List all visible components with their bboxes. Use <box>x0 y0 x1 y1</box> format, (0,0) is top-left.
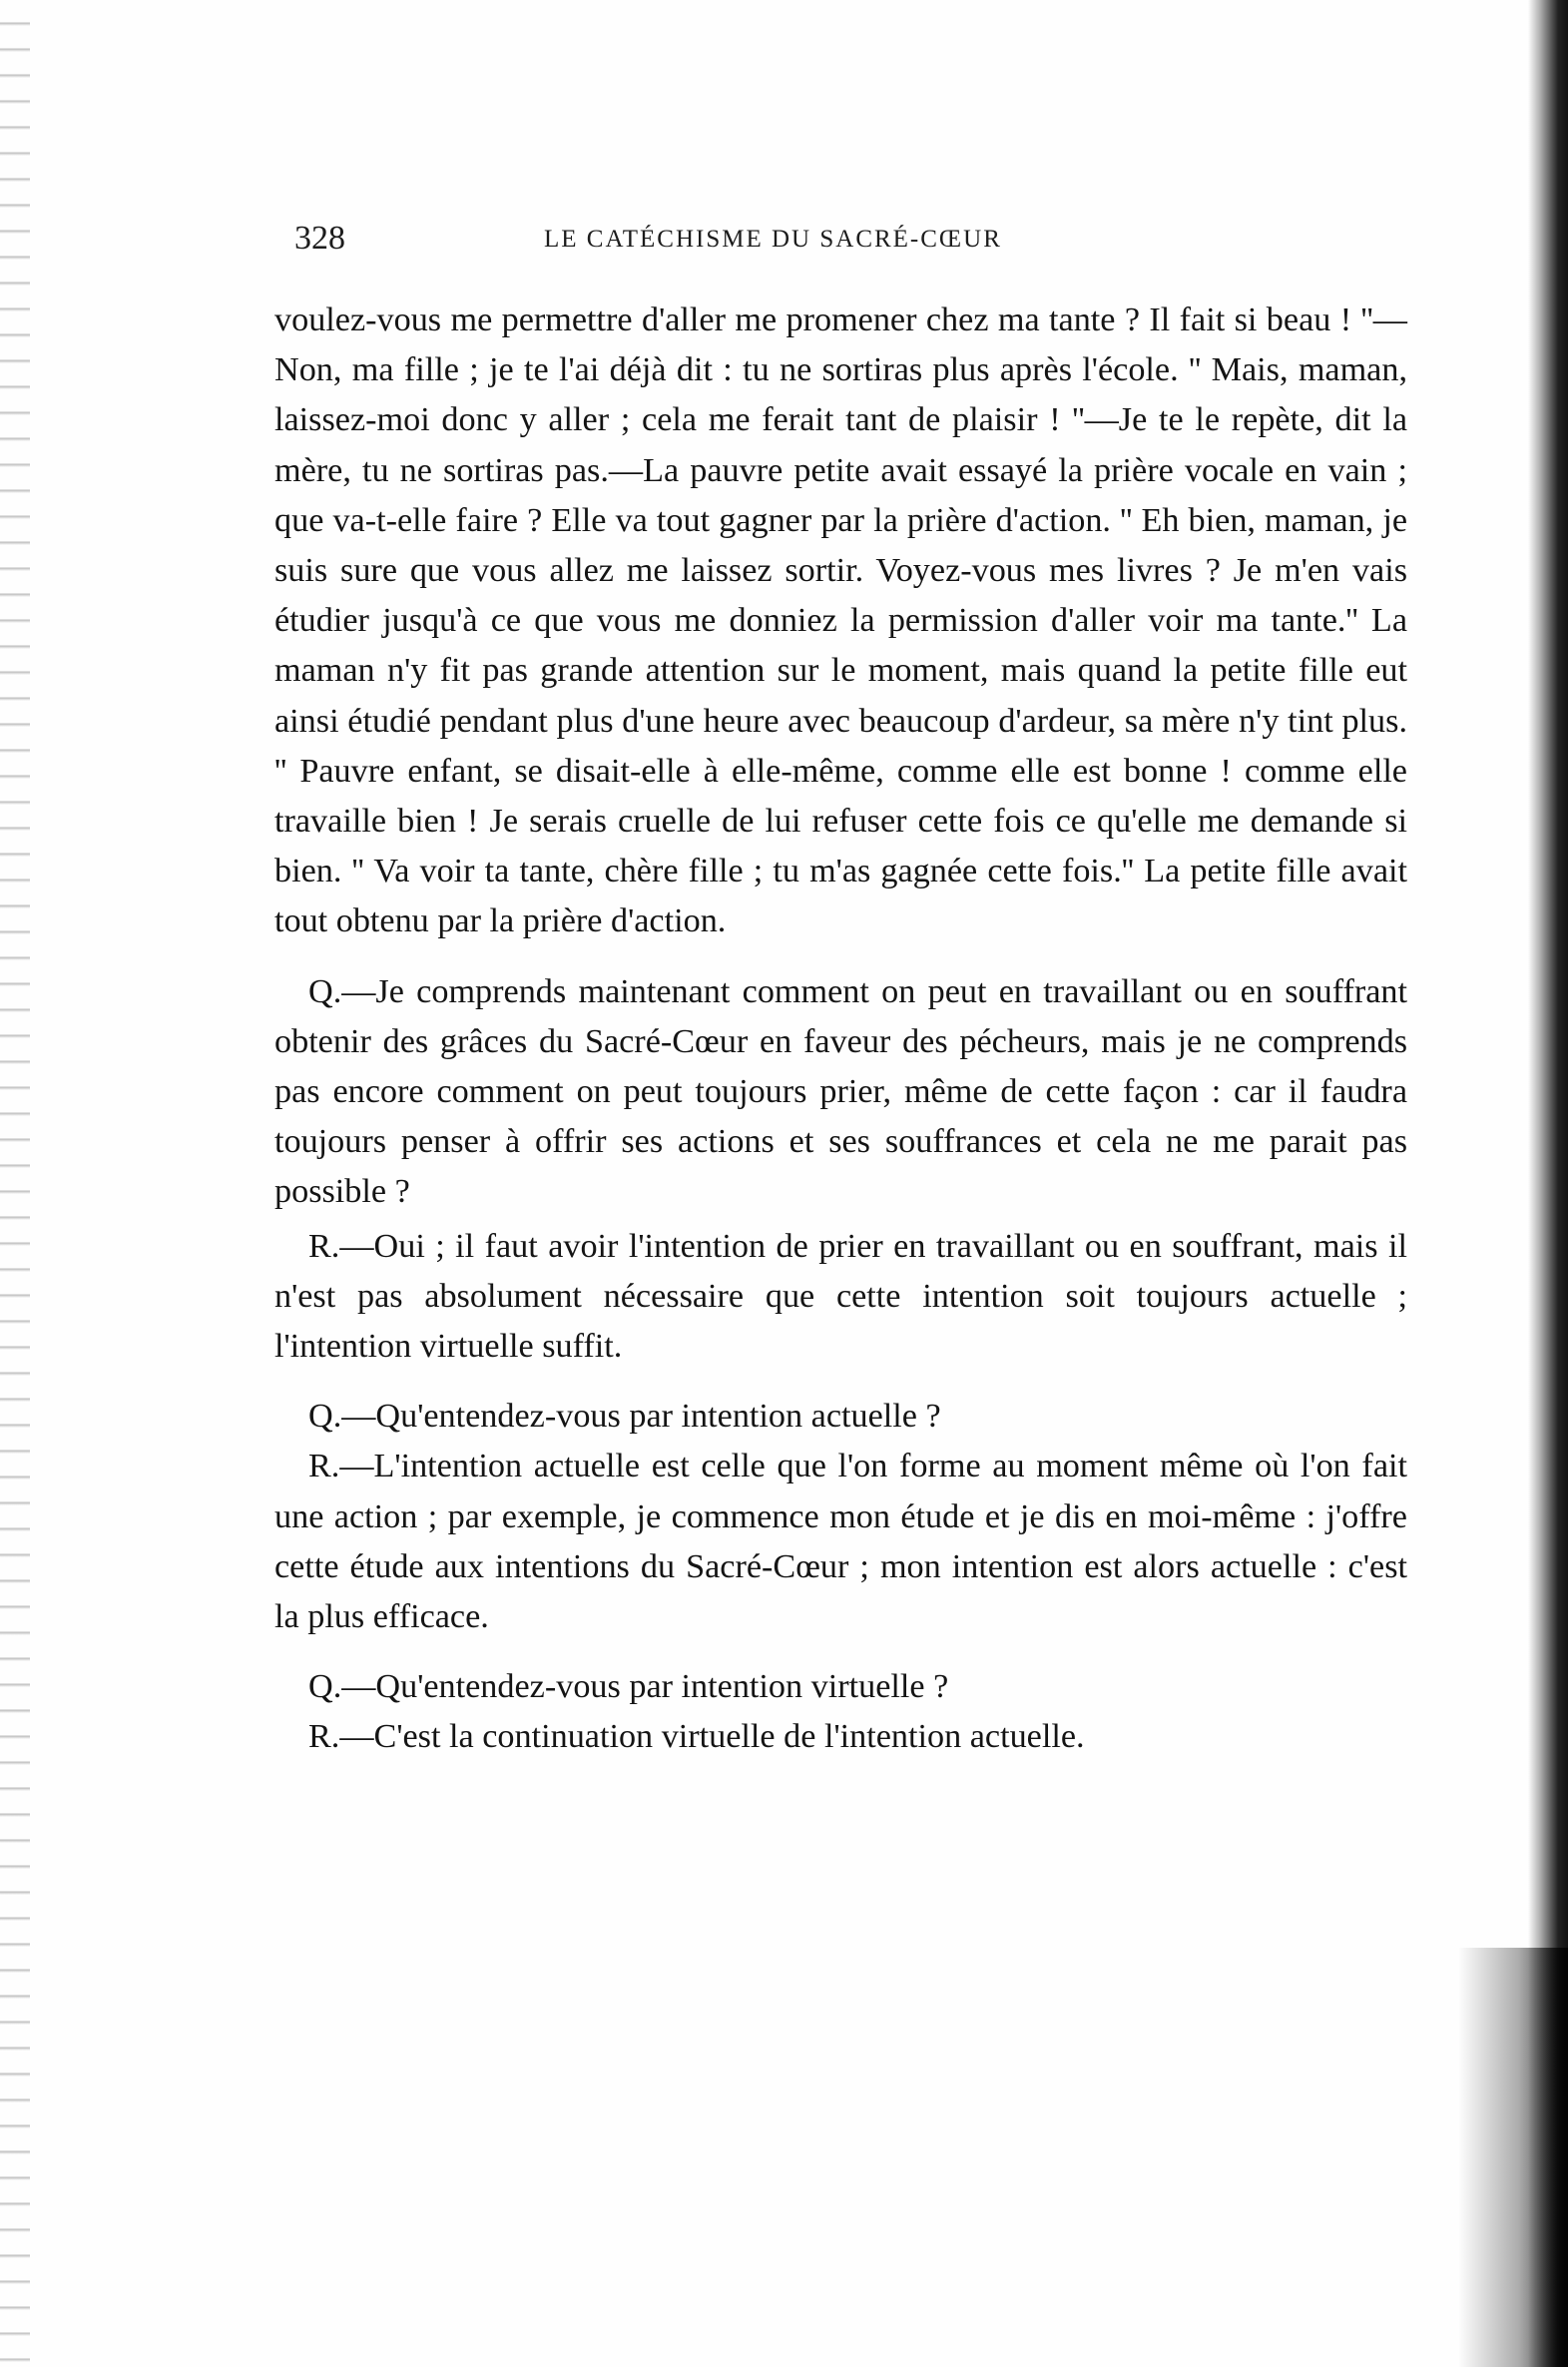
paragraph-story: voulez-vous me permettre d'aller me promener chez ma tante ? Il fait si beau ! ''—Non, ma fille ; je te l'ai déjà dit : tu ne sortiras plus après l'école. '' Mais, maman, laissez-moi donc y aller ; cela me ferait tant de plaisir ! ''—Je te le repète, dit la mère, tu ne sortiras pas.—La pauvre petite avait essayé la prière vocale en vain ; que va-t-elle faire ? Elle va tout gagner par la prière d'action. '' Eh bien, maman, je suis sure que vous allez me laissez sortir. Voyez-vous mes livres ? Je m'en vais étudier jusqu'à ce que vous me donniez la permission d'aller voir ma tante.'' La maman n'y fit pas grande attention sur le moment, mais quand la petite fille eut ainsi étudié pendant plus d'une heure avec beaucoup d'ardeur, sa mère n'y tint plus. '' Pauvre enfant, se disait-elle à elle-même, comme elle est bonne ! comme elle travaille bien ! Je serais cruelle de lui refuser cette fois ce qu'elle me demande si bien. '' Va voir ta tante, chère fille ; tu m'as gagnée cette fois.'' La petite fille avait tout obtenu par la prière d'action. <box>274 301 1407 940</box>
running-title: LE CATÉCHISME DU SACRÉ-CŒUR <box>544 226 1002 253</box>
paragraph-answer-1: R.—Oui ; il faut avoir l'intention de prier en travaillant ou en souffrant, mais il n'est pas absolument nécessaire que cette intention soit toujours actuelle ; l'intention virtuelle suffit. <box>274 1227 1407 1366</box>
paragraph-question-1: Q.—Je comprends maintenant comment on peut en travaillant ou en souffrant obtenir des grâces du Sacré-Cœur en faveur des pécheurs, mais je ne comprends pas encore comment on peut toujours prier, même de cette façon : car il faudra toujours penser à offrir ses actions et ses souffrances et cela ne me parait pas possible ? <box>274 972 1407 1211</box>
page-corner-shadow <box>1458 1948 1568 2367</box>
paragraph-answer-3: R.—C'est la continuation virtuelle de l'intention actuelle. <box>308 1718 1085 1756</box>
body-text <box>274 296 1407 1763</box>
paragraph-question-2: Q.—Qu'entendez-vous par intention actuelle ? <box>308 1398 941 1436</box>
page-number: 328 <box>294 220 345 257</box>
paragraph-answer-2: R.—L'intention actuelle est celle que l'on forme au moment même où l'on fait une action ; par exemple, je commence mon étude et je dis en moi-même : j'offre cette étude aux intentions du Sacré-Cœur ; mon intention est alors actuelle : c'est la plus efficace. <box>274 1448 1407 1636</box>
page-left-edge-shadow <box>0 0 30 2367</box>
page-header <box>294 220 1163 270</box>
paragraph-question-3: Q.—Qu'entendez-vous par intention virtuelle ? <box>308 1668 949 1706</box>
